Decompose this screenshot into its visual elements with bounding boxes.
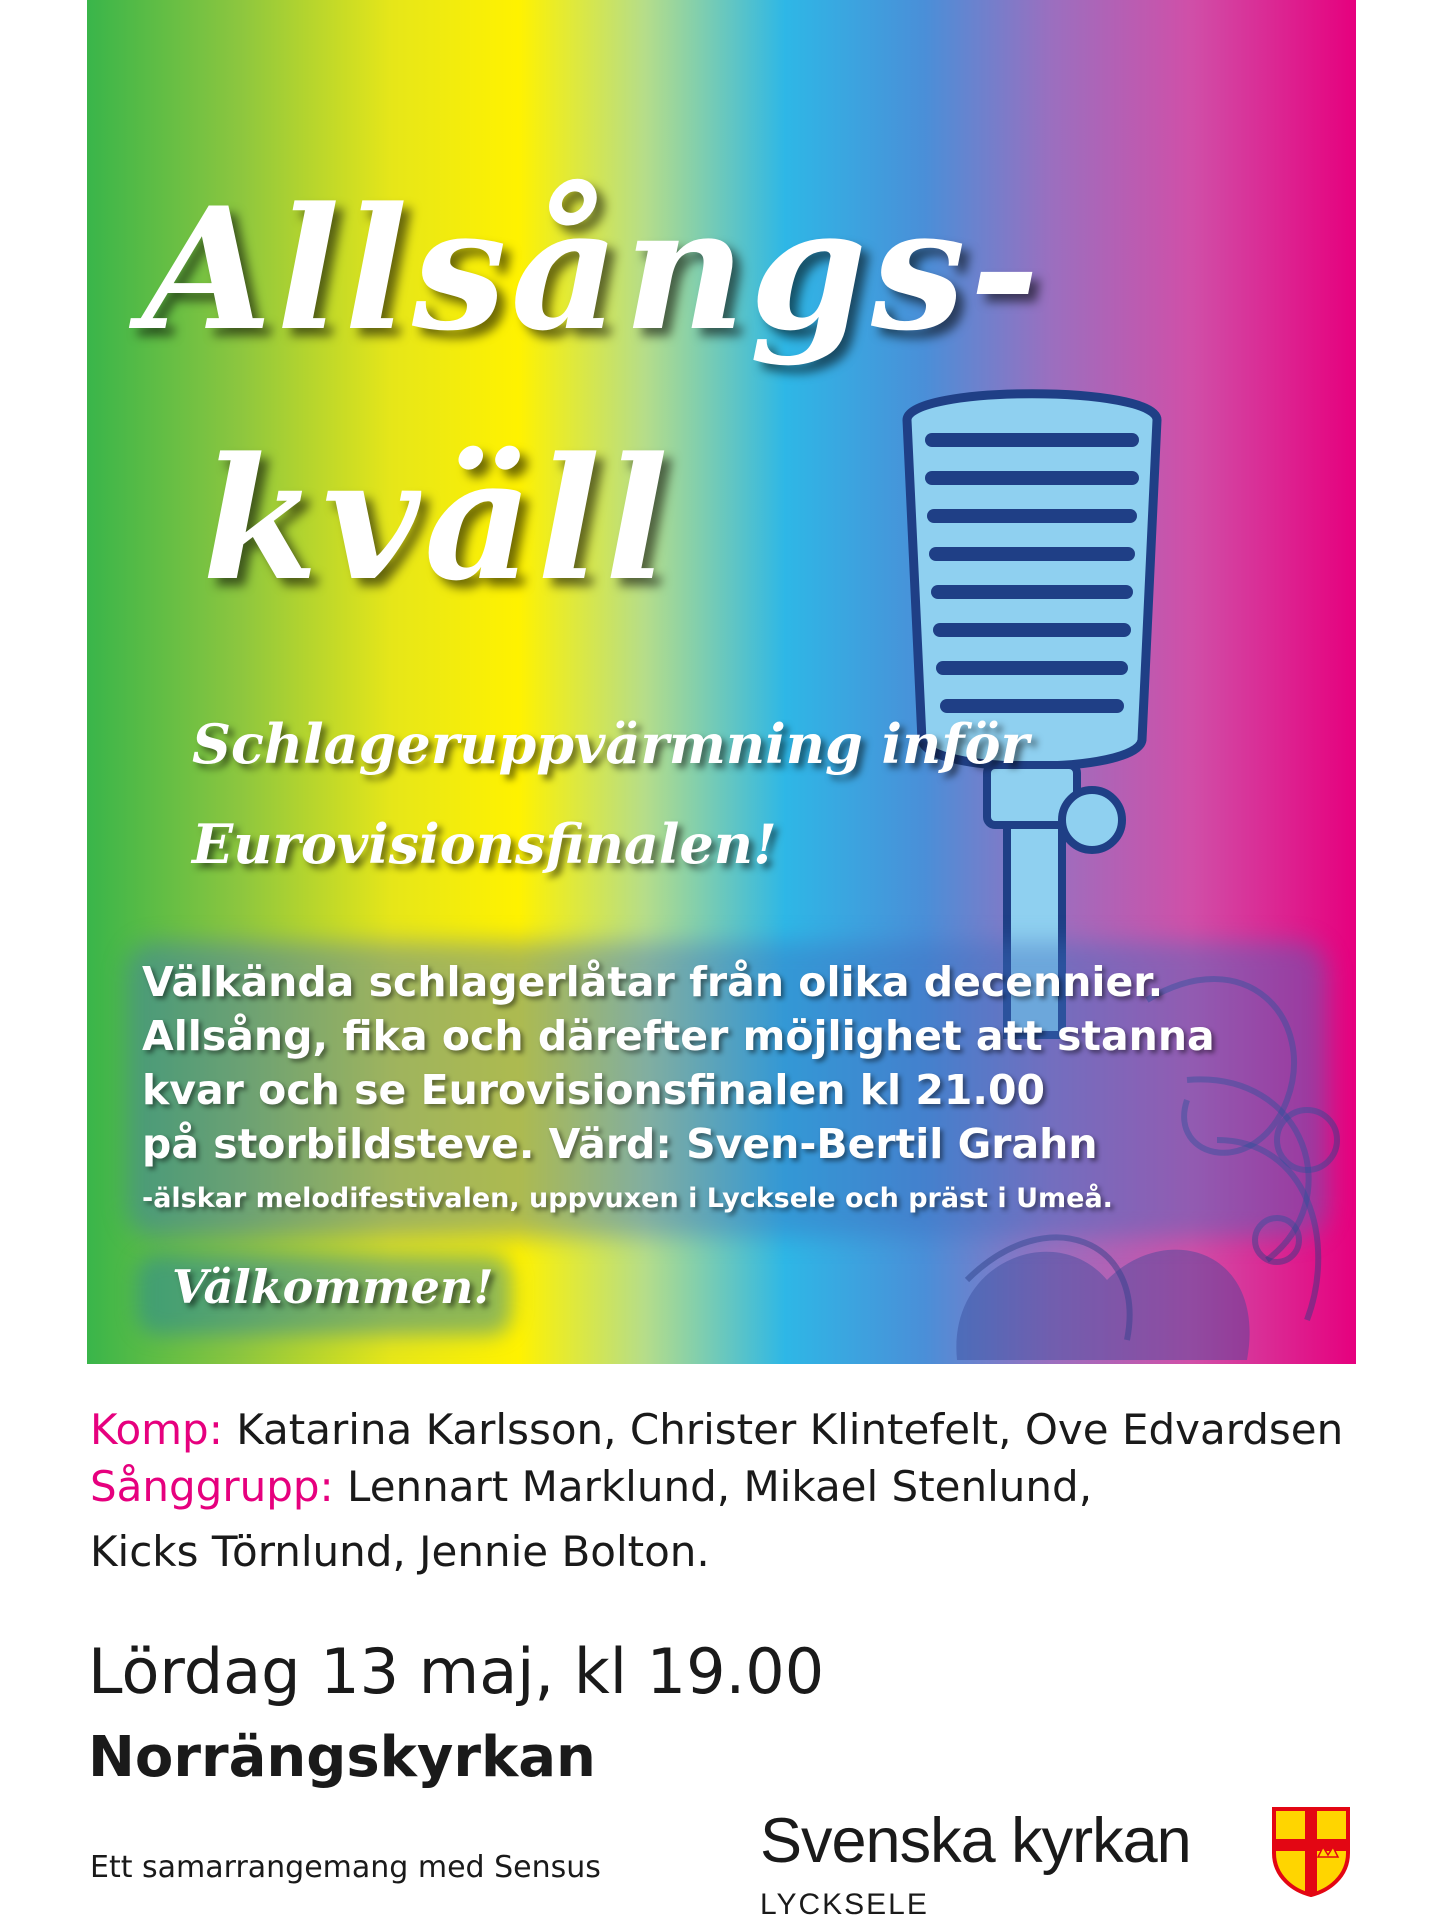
- event-venue: Norrängskyrkan: [88, 1725, 596, 1790]
- church-logo-location: LYCKSELE: [760, 1888, 929, 1921]
- crest-icon: [1270, 1805, 1352, 1897]
- sanggrupp-label: Sånggrupp:: [90, 1462, 334, 1511]
- description-line: Välkända schlagerlåtar från olika decennier.: [142, 958, 1164, 1006]
- poster-subtitle-line-2: Eurovisionsfinalen!: [192, 812, 777, 876]
- komp-label: Komp:: [90, 1405, 223, 1454]
- description-line: Allsång, fika och därefter möjlighet att stanna: [142, 1012, 1215, 1060]
- poster-title-line-1: Allsångs-: [142, 170, 1044, 368]
- church-logo-name: Svenska kyrkan: [760, 1806, 1191, 1876]
- credits-komp: [90, 1405, 1343, 1454]
- event-date-time: Lördag 13 maj, kl 19.00: [88, 1635, 825, 1708]
- description-line: på storbildsteve. Värd: Sven-Bertil Grahn: [142, 1120, 1098, 1168]
- poster-subtitle-line-1: Schlageruppvärmning inför: [192, 712, 1029, 776]
- credits-sanggrupp: [90, 1462, 1092, 1511]
- poster-banner: [87, 0, 1356, 1364]
- cooperation-note: Ett samarrangemang med Sensus: [90, 1850, 601, 1885]
- credits-sanggrupp-cont: Kicks Törnlund, Jennie Bolton.: [90, 1527, 710, 1576]
- host-description: -älskar melodifestivalen, uppvuxen i Lycksele och präst i Umeå.: [142, 1183, 1113, 1214]
- poster-title-line-2: kväll: [202, 420, 673, 618]
- welcome-text: Välkommen!: [172, 1260, 494, 1314]
- komp-names: Katarina Karlsson, Christer Klintefelt, Ove Edvardsen: [222, 1405, 1344, 1454]
- sanggrupp-names: Lennart Marklund, Mikael Stenlund,: [333, 1462, 1093, 1511]
- description-line: kvar och se Eurovisionsfinalen kl 21.00: [142, 1066, 1046, 1114]
